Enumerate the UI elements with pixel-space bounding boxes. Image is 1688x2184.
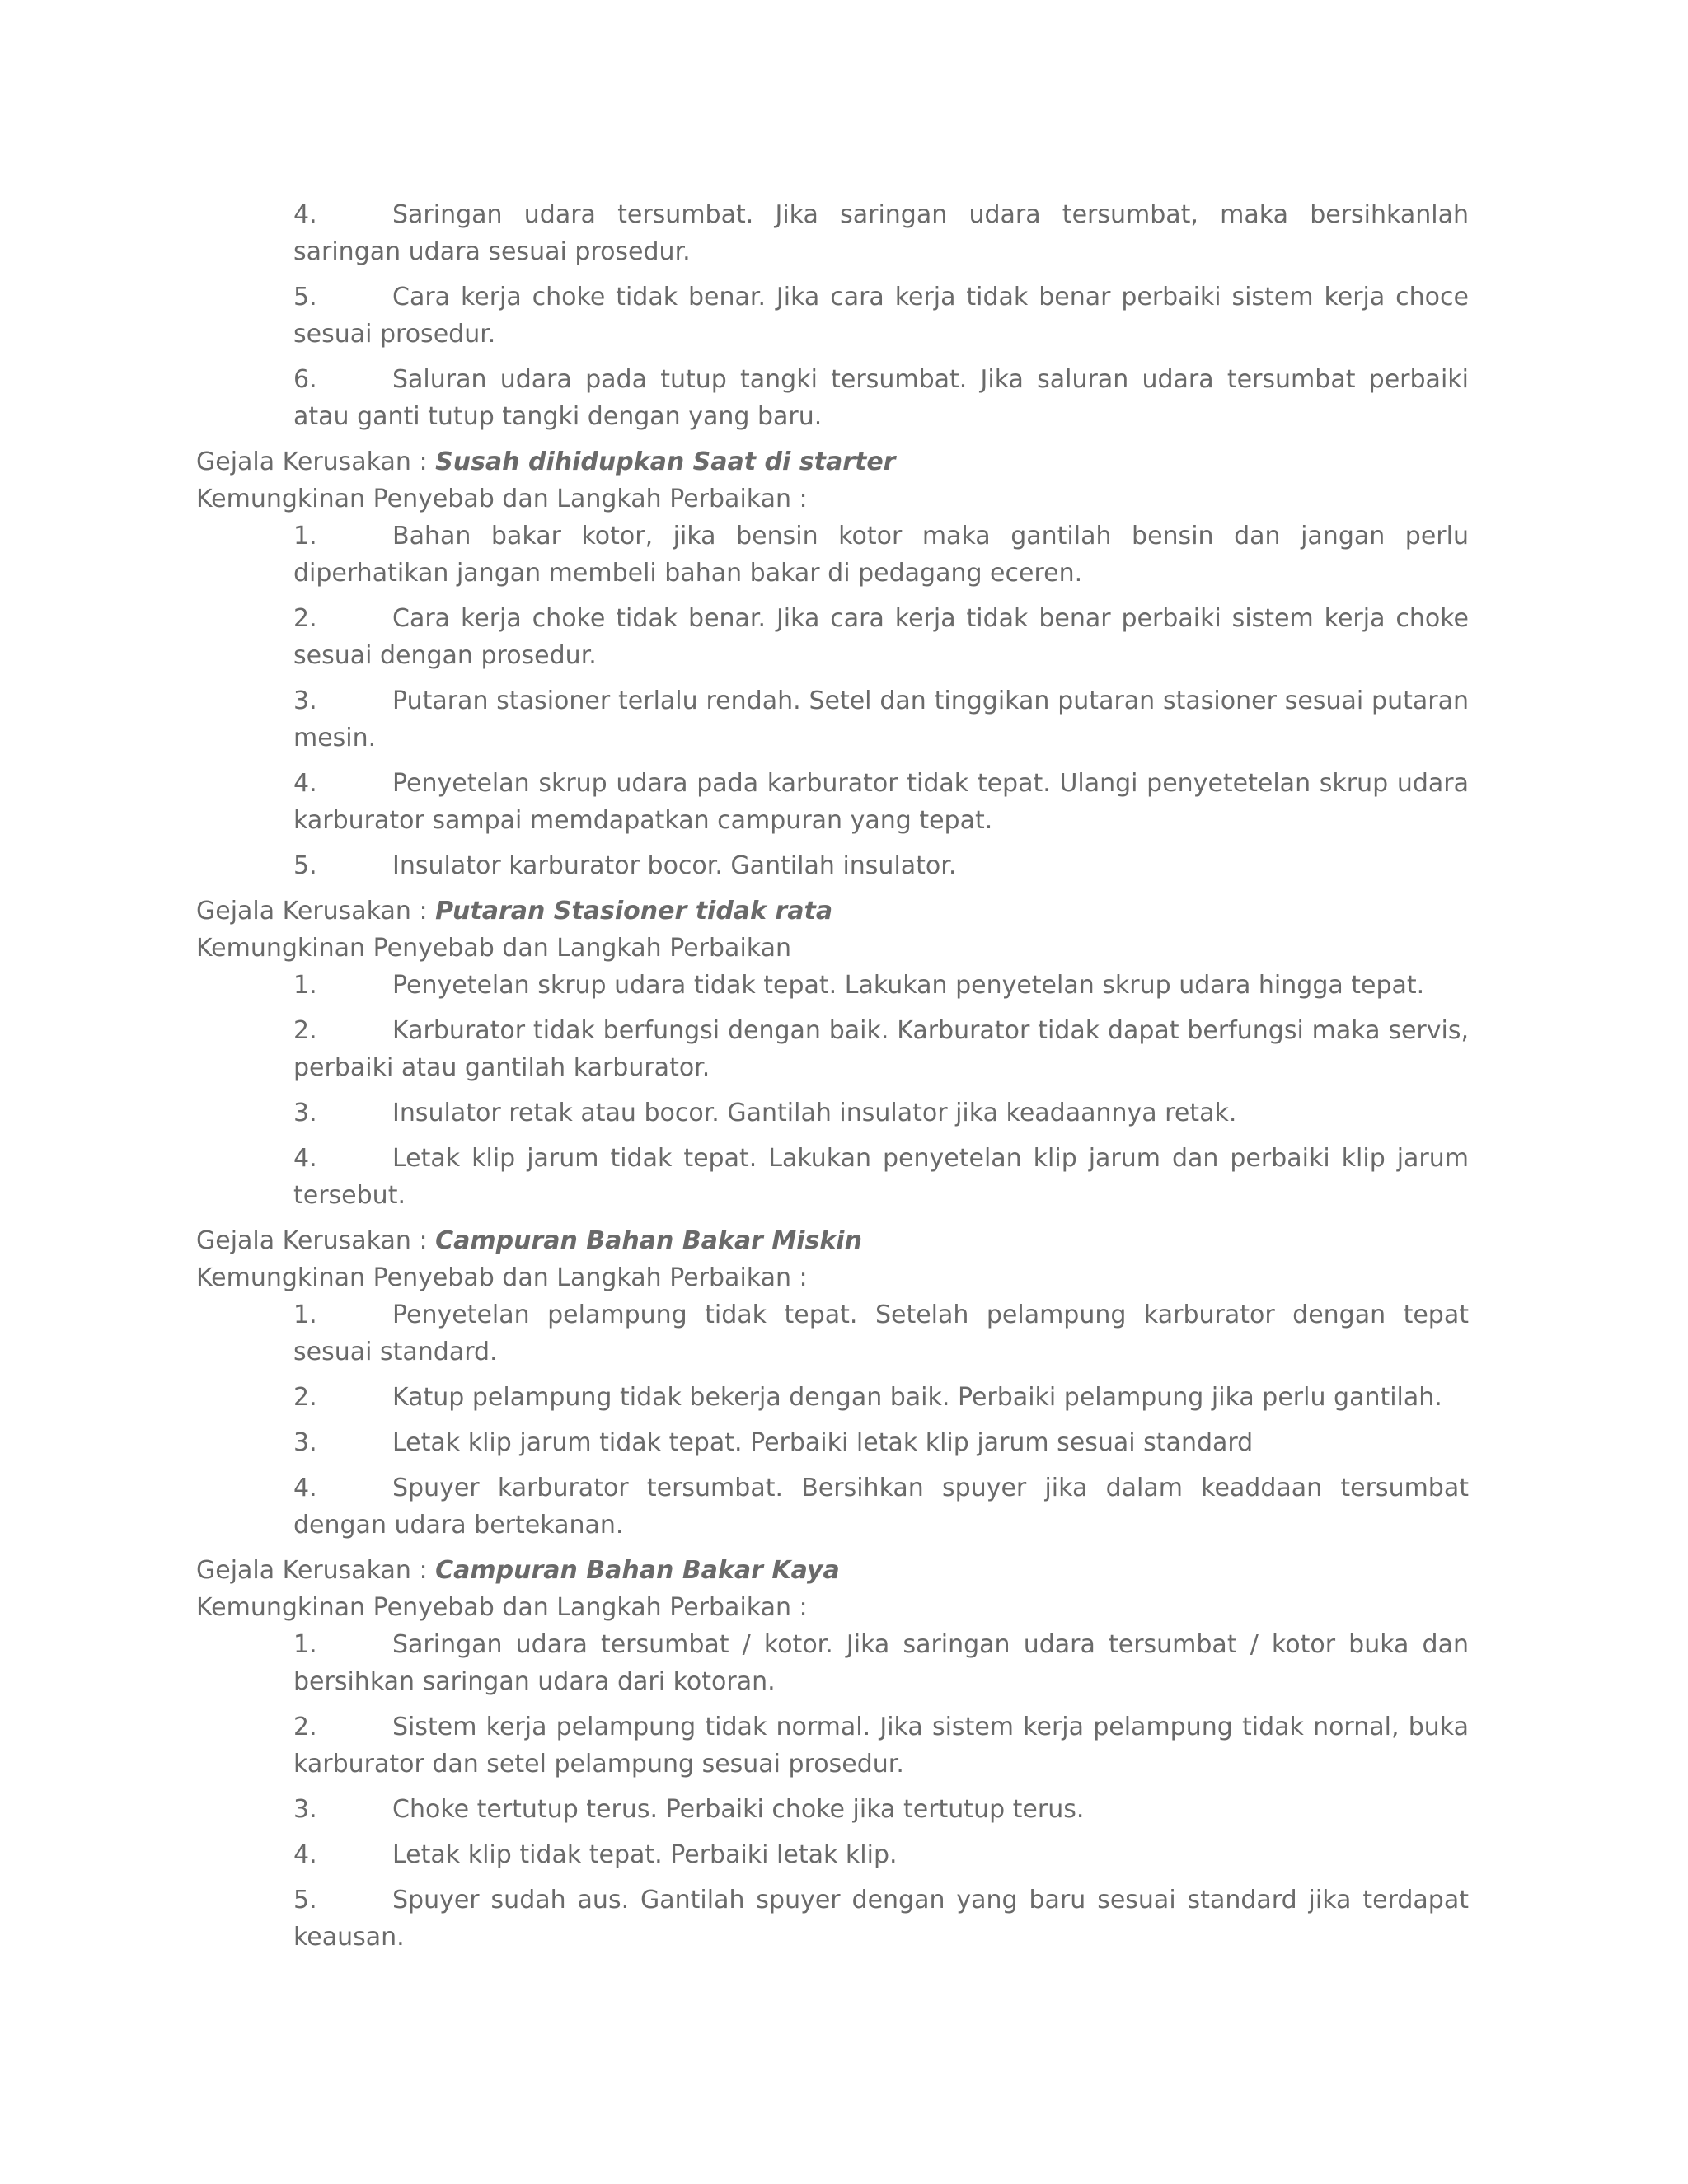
item-number: 1. bbox=[293, 971, 317, 1000]
item-text: Letak klip jarum tidak tepat. Lakukan penyetelan klip jarum dan perbaiki klip jarum tersebut. bbox=[293, 1144, 1469, 1210]
list-item bbox=[293, 196, 1469, 270]
cause-subheading: Kemungkinan Penyebab dan Langkah Perbaikan bbox=[196, 934, 792, 963]
list-item bbox=[293, 1626, 1469, 1700]
item-number: 1. bbox=[293, 1301, 317, 1329]
item-number: 5. bbox=[293, 283, 317, 312]
cause-list bbox=[196, 1626, 1470, 1956]
item-number: 2. bbox=[293, 604, 317, 633]
list-item bbox=[293, 1882, 1469, 1956]
symptom-title: Putaran Stasioner tidak rata bbox=[435, 897, 833, 926]
item-number: 1. bbox=[293, 1630, 317, 1659]
item-text: Saringan udara tersumbat / kotor. Jika saringan udara tersumbat / kotor buka dan bersihkan saringan udara dari kotoran. bbox=[293, 1630, 1469, 1696]
cause-list bbox=[196, 1296, 1470, 1544]
list-item bbox=[293, 682, 1469, 757]
list-item bbox=[293, 361, 1469, 435]
symptom-heading bbox=[196, 893, 1470, 930]
item-number: 4. bbox=[293, 200, 317, 229]
list-item bbox=[293, 279, 1469, 353]
symptom-heading bbox=[196, 1552, 1470, 1589]
item-number: 4. bbox=[293, 769, 317, 798]
list-item bbox=[293, 847, 1469, 884]
symptom-label: Gejala Kerusakan : bbox=[196, 448, 436, 476]
item-number: 2. bbox=[293, 1713, 317, 1741]
item-number: 3. bbox=[293, 1795, 317, 1824]
symptom-label: Gejala Kerusakan : bbox=[196, 1226, 436, 1255]
item-text: Penyetelan pelampung tidak tepat. Setelah pelampung karburator dengan tepat sesuai standard. bbox=[293, 1301, 1469, 1366]
symptom-title: Susah dihidupkan Saat di starter bbox=[435, 448, 896, 476]
list-item bbox=[293, 1836, 1469, 1873]
cause-subheading: Kemungkinan Penyebab dan Langkah Perbaikan : bbox=[196, 1593, 808, 1622]
list-item bbox=[293, 967, 1469, 1004]
item-number: 4. bbox=[293, 1840, 317, 1869]
item-text: Karburator tidak berfungsi dengan baik. Karburator tidak dapat berfungsi maka servis, perbaiki atau gantilah karburator. bbox=[293, 1016, 1469, 1082]
item-number: 3. bbox=[293, 1428, 317, 1457]
item-text: Putaran stasioner terlalu rendah. Setel dan tinggikan putaran stasioner sesuai putaran mesin. bbox=[293, 687, 1469, 752]
list-item bbox=[293, 1791, 1469, 1828]
list-item bbox=[293, 1012, 1469, 1086]
item-text: Letak klip jarum tidak tepat. Perbaiki letak klip jarum sesuai standard bbox=[392, 1428, 1254, 1457]
item-number: 5. bbox=[293, 851, 317, 880]
item-text: Sistem kerja pelampung tidak normal. Jika sistem kerja pelampung tidak nornal, buka karburator dan setel pelampung sesuai prosedur. bbox=[293, 1713, 1469, 1779]
item-text: Saringan udara tersumbat. Jika saringan udara tersumbat, maka bersihkanlah saringan udara sesuai prosedur. bbox=[293, 200, 1469, 266]
item-text: Choke tertutup terus. Perbaiki choke jika tertutup terus. bbox=[392, 1795, 1085, 1824]
symptom-heading bbox=[196, 1222, 1470, 1259]
item-number: 6. bbox=[293, 365, 317, 394]
symptom-heading bbox=[196, 443, 1470, 480]
symptom-title: Campuran Bahan Bakar Kaya bbox=[435, 1556, 840, 1585]
list-item bbox=[293, 1140, 1469, 1214]
item-number: 4. bbox=[293, 1144, 317, 1173]
item-text: Letak klip tidak tepat. Perbaiki letak klip. bbox=[392, 1840, 898, 1869]
item-text: Spuyer karburator tersumbat. Bersihkan spuyer jika dalam keaddaan tersumbat dengan udara bertekanan. bbox=[293, 1474, 1469, 1540]
cause-subheading: Kemungkinan Penyebab dan Langkah Perbaikan : bbox=[196, 485, 808, 513]
intro-list bbox=[196, 196, 1470, 435]
item-text: Bahan bakar kotor, jika bensin kotor maka gantilah bensin dan jangan perlu diperhatikan jangan membeli bahan bakar di pedagang eceren. bbox=[293, 522, 1469, 588]
item-text: Saluran udara pada tutup tangki tersumbat. Jika saluran udara tersumbat perbaiki atau ganti tutup tangki dengan yang baru. bbox=[293, 365, 1469, 431]
item-number: 2. bbox=[293, 1383, 317, 1412]
symptom-label: Gejala Kerusakan : bbox=[196, 897, 436, 926]
list-item bbox=[293, 1424, 1469, 1461]
list-item bbox=[293, 600, 1469, 674]
item-number: 3. bbox=[293, 1099, 317, 1127]
list-item bbox=[293, 1296, 1469, 1371]
item-number: 1. bbox=[293, 522, 317, 551]
symptom-title: Campuran Bahan Bakar Miskin bbox=[435, 1226, 862, 1255]
item-text: Insulator karburator bocor. Gantilah insulator. bbox=[392, 851, 957, 880]
item-number: 2. bbox=[293, 1016, 317, 1045]
item-number: 4. bbox=[293, 1474, 317, 1502]
item-text: Spuyer sudah aus. Gantilah spuyer dengan yang baru sesuai standard jika terdapat keausan. bbox=[293, 1886, 1469, 1952]
cause-subheading: Kemungkinan Penyebab dan Langkah Perbaikan : bbox=[196, 1263, 808, 1292]
list-item bbox=[293, 1708, 1469, 1783]
item-text: Cara kerja choke tidak benar. Jika cara kerja tidak benar perbaiki sistem kerja choce sesuai prosedur. bbox=[293, 283, 1469, 349]
item-text: Insulator retak atau bocor. Gantilah insulator jika keadaannya retak. bbox=[392, 1099, 1237, 1127]
cause-list bbox=[196, 967, 1470, 1214]
item-number: 3. bbox=[293, 687, 317, 715]
list-item bbox=[293, 765, 1469, 839]
item-text: Cara kerja choke tidak benar. Jika cara kerja tidak benar perbaiki sistem kerja choke sesuai dengan prosedur. bbox=[293, 604, 1469, 670]
item-text: Katup pelampung tidak bekerja dengan baik. Perbaiki pelampung jika perlu gantilah. bbox=[392, 1383, 1442, 1412]
list-item bbox=[293, 518, 1469, 592]
document-content bbox=[196, 196, 1470, 1964]
item-text: Penyetelan skrup udara pada karburator tidak tepat. Ulangi penyetetelan skrup udara karburator sampai memdapatkan campuran yang tepat. bbox=[293, 769, 1469, 835]
item-number: 5. bbox=[293, 1886, 317, 1915]
list-item bbox=[293, 1094, 1469, 1132]
cause-list bbox=[196, 518, 1470, 884]
item-text: Penyetelan skrup udara tidak tepat. Lakukan penyetelan skrup udara hingga tepat. bbox=[392, 971, 1425, 1000]
list-item bbox=[293, 1379, 1469, 1416]
list-item bbox=[293, 1469, 1469, 1544]
symptom-label: Gejala Kerusakan : bbox=[196, 1556, 436, 1585]
